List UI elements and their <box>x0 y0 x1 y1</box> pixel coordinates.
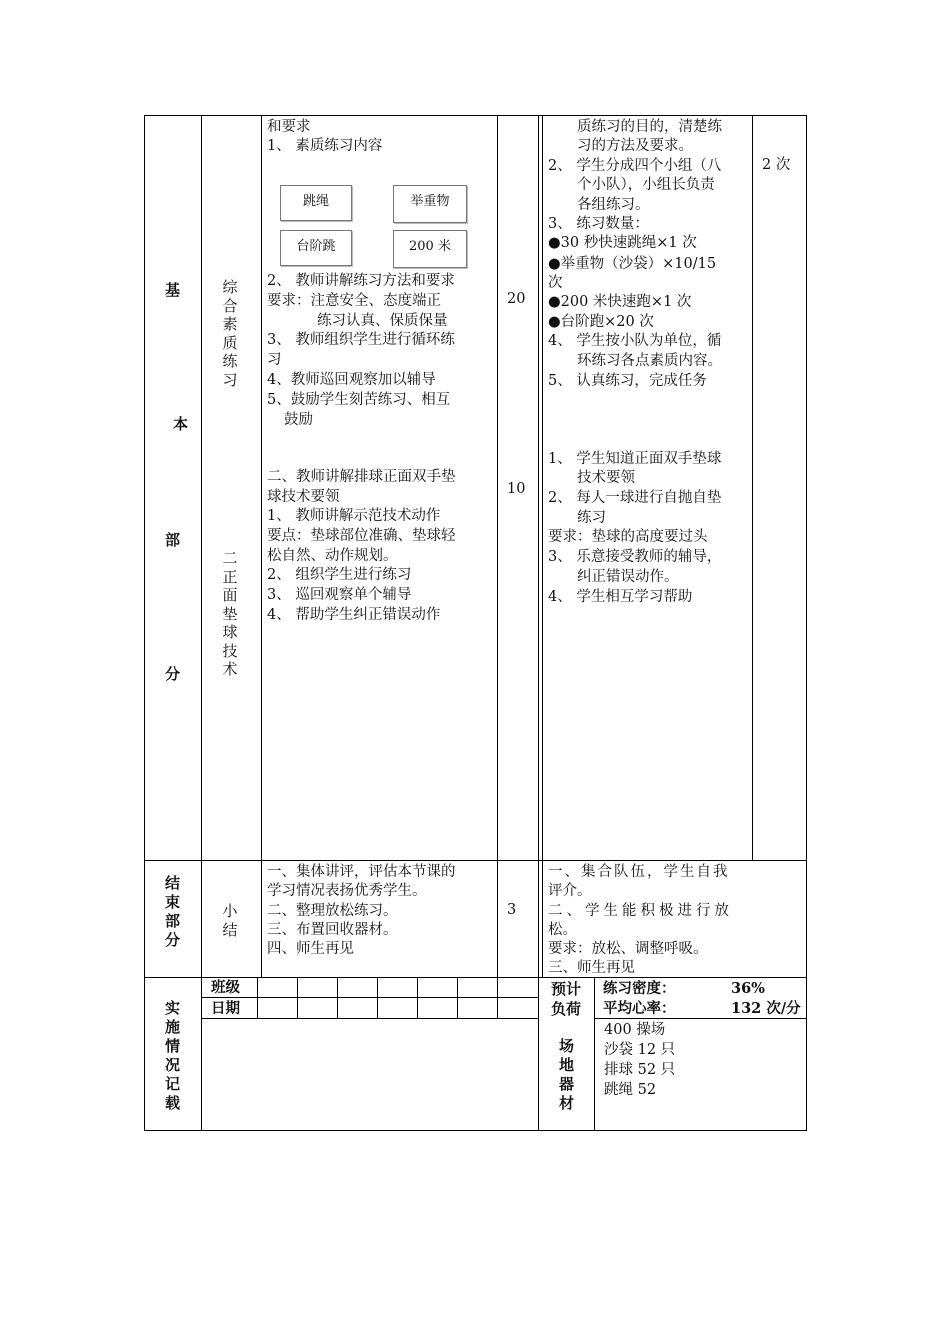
teacher-line: 球技术要领 <box>267 489 340 505</box>
student-line: 1、 学生知道正面双手垫球 <box>548 451 722 467</box>
student-line: 习的方法及要求。 <box>577 138 693 154</box>
station-200m: 200 米 <box>393 230 467 268</box>
time-fitness: 20 <box>507 291 526 307</box>
student-line: 技术要领 <box>577 470 635 486</box>
student-line: 3、 练习数量： <box>548 216 649 232</box>
station-step: 台阶跳 <box>280 230 352 266</box>
student-line: 要求：垫球的高度要过头 <box>548 529 708 545</box>
ending-student-line: 三、师生再见 <box>548 960 635 976</box>
student-line: 2、 学生分成四个小组（八 <box>548 158 722 174</box>
teacher-line: 习 <box>267 352 282 368</box>
section-label-basic-4: 分 <box>165 665 181 683</box>
student-line: 3、 乐意接受教师的辅导， <box>548 549 722 565</box>
student-line: 质练习的目的，清楚练 <box>577 119 722 135</box>
teacher-line: 5、鼓励学生刻苦练习、相互 <box>267 392 451 408</box>
venue-item: 排球 52 只 <box>604 1062 676 1078</box>
class-label: 班级 <box>211 979 240 996</box>
student-line: 2、 每人一球进行自抛自垫 <box>548 490 722 506</box>
student-line: 4、 学生相互学习帮助 <box>548 589 693 605</box>
teacher-line: 4、教师巡回观察加以辅导 <box>267 372 436 388</box>
teacher-line: 二、教师讲解排球正面双手垫 <box>267 469 456 485</box>
venue-item: 跳绳 52 <box>604 1082 657 1098</box>
teacher-line: 松自然、动作规划。 <box>267 548 398 564</box>
teacher-line: 练习认真、保质保量 <box>317 313 448 329</box>
date-label: 日期 <box>211 1000 240 1017</box>
student-line: 次 <box>548 275 563 291</box>
student-line: ●举重物（沙袋）×10/15 <box>548 256 717 272</box>
teacher-line: 4、 帮助学生纠正错误动作 <box>267 607 441 623</box>
section-label-basic-2: 本 <box>173 415 189 433</box>
student-line: 环练习各点素质内容。 <box>577 353 722 369</box>
section-label-record: 实施情况记载 <box>164 999 180 1112</box>
venue-item: 沙袋 12 只 <box>604 1042 676 1058</box>
teacher-line: 3、 巡回观察单个辅导 <box>267 587 412 603</box>
teacher-intro-1: 和要求 <box>267 119 311 135</box>
ending-student-line: 一、集合队伍，学生自我 <box>548 864 730 880</box>
topic-summary: 小结 <box>222 902 238 939</box>
ending-teacher-line: 学习情况表扬优秀学生。 <box>267 883 427 899</box>
ending-student-line: 二、学生能积极进行放 <box>548 903 733 919</box>
repetition-count: 2 次 <box>762 157 791 173</box>
student-line: 各组练习。 <box>577 197 650 213</box>
student-line: 4、 学生按小队为单位，循 <box>548 333 722 349</box>
student-line: 纠正错误动作。 <box>577 569 679 585</box>
ending-teacher-line: 三、布置回收器材。 <box>267 922 398 938</box>
venue-item: 400 操场 <box>604 1022 666 1038</box>
ending-teacher-line: 二、整理放松练习。 <box>267 903 398 919</box>
teacher-line: 要点：垫球部位准确、垫球轻 <box>267 528 456 544</box>
ending-student-line: 松。 <box>548 922 577 938</box>
ending-teacher-line: 四、师生再见 <box>267 941 354 957</box>
section-label-basic-1: 基 <box>165 281 181 299</box>
student-line: 个小队），小组长负责 <box>577 177 715 193</box>
density-value: 36% <box>731 980 765 997</box>
load-label: 预计负荷 <box>551 980 582 1018</box>
student-line: ●台阶跑×20 次 <box>548 314 654 330</box>
teacher-line: 2、 教师讲解练习方法和要求 <box>267 273 455 289</box>
topic-volleyball: 二正面垫球技术 <box>222 549 238 678</box>
ending-student-line: 评介。 <box>548 883 592 899</box>
teacher-line: 鼓励 <box>284 412 313 428</box>
time-volleyball: 10 <box>507 481 526 497</box>
student-line: ●30 秒快速跳绳×1 次 <box>548 235 697 251</box>
heart-rate-label: 平均心率： <box>603 1000 676 1017</box>
heart-rate-value: 132 次/分 <box>731 1000 801 1017</box>
topic-fitness: 综合素质练习 <box>222 278 238 389</box>
section-label-basic-3: 部 <box>165 531 181 549</box>
student-line: 5、 认真练习，完成任务 <box>548 373 707 389</box>
student-line: 练习 <box>577 510 606 526</box>
teacher-line: 1、 教师讲解示范技术动作 <box>267 508 441 524</box>
teacher-intro-2: 1、 素质练习内容 <box>267 138 383 154</box>
station-weights: 举重物 <box>393 185 467 223</box>
teacher-line: 3、 教师组织学生进行循环练 <box>267 332 455 348</box>
teacher-line: 2、 组织学生进行练习 <box>267 567 412 583</box>
time-ending: 3 <box>507 902 517 918</box>
ending-student-line: 要求：放松、调整呼吸。 <box>548 941 708 957</box>
student-line: ●200 米快速跑×1 次 <box>548 294 692 310</box>
teacher-line: 要求：注意安全、态度端正 <box>267 293 441 309</box>
ending-teacher-line: 一、集体讲评，评估本节课的 <box>267 864 456 880</box>
station-rope: 跳绳 <box>280 185 352 221</box>
section-label-ending: 结束部分 <box>164 874 180 949</box>
venue-label: 场地器材 <box>558 1037 574 1112</box>
density-label: 练习密度： <box>603 980 676 997</box>
